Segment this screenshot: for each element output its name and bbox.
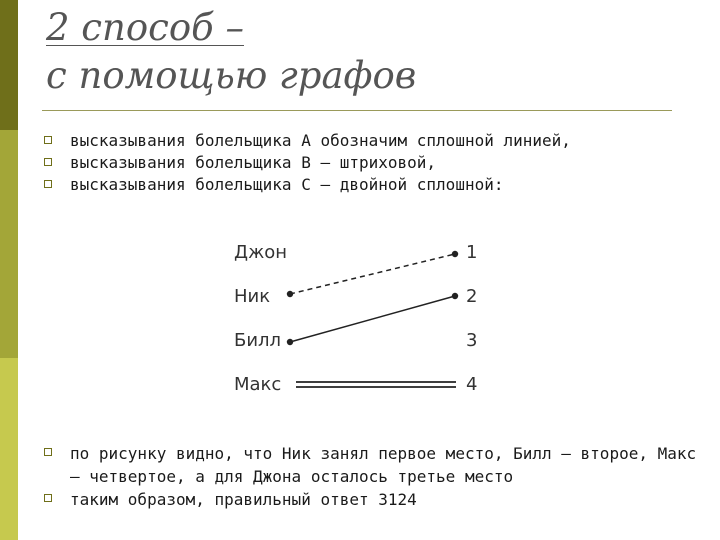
bullet-text: высказывания болельщика В – штриховой,	[70, 153, 437, 172]
place-label-2: 2	[466, 286, 478, 307]
square-bullet-icon	[44, 180, 52, 188]
square-bullet-icon	[44, 448, 52, 456]
legend-bullet-list	[44, 130, 704, 196]
list-item	[44, 174, 704, 196]
side-accent-bar	[0, 0, 18, 540]
conclusion-bullet-list	[44, 442, 704, 511]
bullet-text: высказывания болельщика А обозначим сплошной линией,	[70, 131, 571, 150]
node-bill	[287, 339, 293, 345]
side-accent-light	[0, 358, 18, 540]
node-place-2	[452, 293, 458, 299]
square-bullet-icon	[44, 136, 52, 144]
place-label-3: 3	[466, 330, 478, 351]
list-item	[44, 488, 704, 511]
square-bullet-icon	[44, 158, 52, 166]
name-label-bill: Билл	[234, 330, 282, 351]
place-label-1: 1	[466, 242, 478, 263]
name-label-max: Макс	[234, 374, 282, 395]
bullet-text: высказывания болельщика С – двойной сплошной:	[70, 175, 504, 194]
place-label-4: 4	[466, 374, 478, 395]
name-label-nick: Ник	[234, 286, 271, 307]
graph-diagram	[226, 228, 496, 403]
node-place-1	[452, 251, 458, 257]
side-accent-mid	[0, 130, 18, 358]
side-accent-dark	[0, 0, 18, 130]
list-item	[44, 130, 704, 152]
title-line-2: с помощью графов	[46, 54, 417, 97]
edge-nick-to-1-dashed	[290, 254, 455, 294]
bullet-text: таким образом, правильный ответ 3124	[70, 490, 417, 509]
name-label-john: Джон	[234, 242, 288, 263]
edge-bill-to-2-solid	[290, 296, 455, 342]
list-item	[44, 442, 704, 488]
square-bullet-icon	[44, 494, 52, 502]
title-divider	[42, 110, 672, 111]
bullet-text: по рисунку видно, что Ник занял первое место, Билл – второе, Макс – четвертое, а для Джона осталось третье место	[70, 444, 697, 486]
slide-title	[46, 4, 416, 100]
node-nick	[287, 291, 293, 297]
title-line-1: 2 способ –	[46, 6, 244, 49]
list-item	[44, 152, 704, 174]
